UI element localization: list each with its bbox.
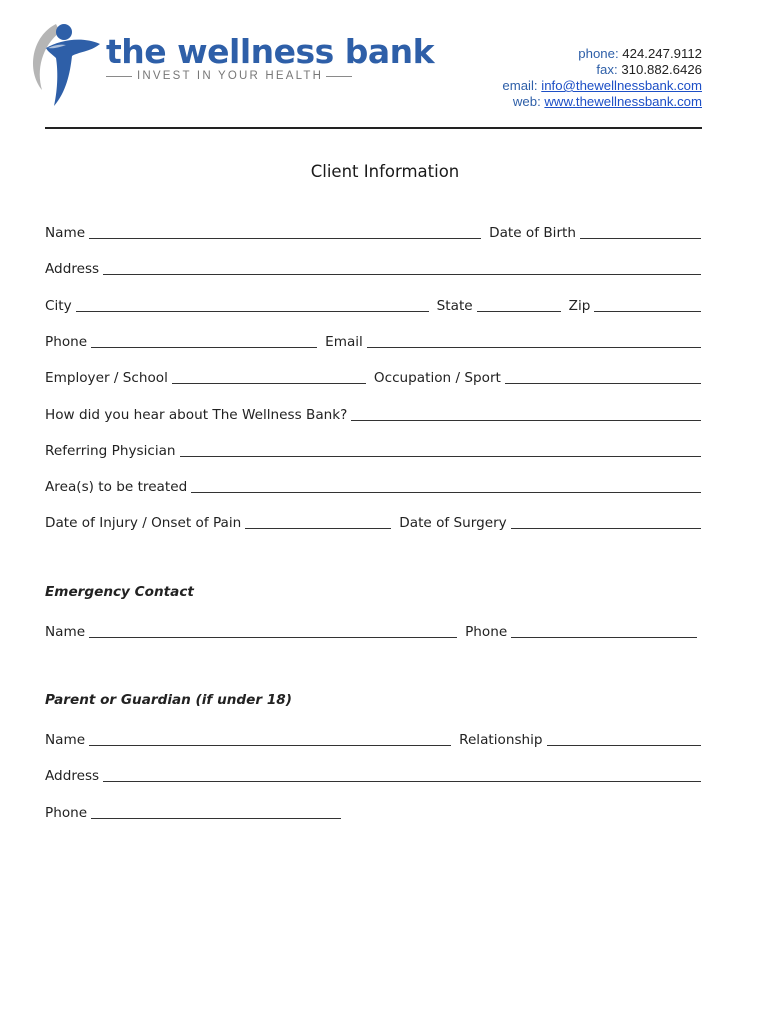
name-label: Name — [45, 225, 86, 241]
row-areas-treated — [45, 475, 701, 495]
areas-label: Area(s) to be treated — [45, 479, 188, 495]
row-phone-email — [45, 330, 701, 350]
fax-label: fax: — [596, 62, 618, 77]
row-address — [45, 257, 701, 277]
tagline-text: INVEST IN YOUR HEALTH — [137, 70, 324, 82]
employer-label: Employer / School — [45, 370, 168, 386]
page-title: Client Information — [310, 162, 460, 181]
zip-label: Zip — [568, 298, 591, 314]
phone-label: Phone — [45, 334, 88, 350]
contact-web-row — [502, 94, 702, 110]
header-divider — [45, 127, 702, 129]
guardian-address-field[interactable] — [103, 780, 701, 782]
dob-field[interactable] — [580, 237, 701, 239]
email-field[interactable] — [367, 346, 701, 348]
guardian-phone-label: Phone — [45, 805, 88, 821]
referring-field[interactable] — [180, 455, 701, 457]
guardian-heading: Parent or Guardian (if under 18) — [45, 692, 292, 708]
relationship-label: Relationship — [459, 732, 543, 748]
row-injury-surgery — [45, 511, 701, 531]
row-city-state-zip — [45, 294, 701, 314]
emergency-name-label: Name — [45, 624, 86, 640]
brand-tagline — [106, 70, 434, 82]
row-employer-occupation — [45, 366, 701, 386]
contact-fax-row — [502, 62, 702, 78]
areas-field[interactable] — [191, 491, 701, 493]
row-guardian-address — [45, 764, 701, 784]
injury-field[interactable] — [245, 527, 391, 529]
injury-label: Date of Injury / Onset of Pain — [45, 515, 242, 531]
row-referring-physician — [45, 439, 701, 459]
name-field[interactable] — [89, 237, 481, 239]
email-label: Email — [325, 334, 363, 350]
occupation-label: Occupation / Sport — [373, 370, 501, 386]
web-label: web: — [512, 94, 541, 109]
email-label: email: — [502, 78, 538, 93]
surgery-field[interactable] — [511, 527, 701, 529]
tagline-rule-right — [326, 76, 352, 77]
emergency-phone-field[interactable] — [511, 636, 697, 638]
hear-about-label: How did you hear about The Wellness Bank? — [45, 407, 348, 423]
row-emergency-name-phone — [45, 620, 701, 640]
guardian-address-label: Address — [45, 768, 100, 784]
employer-field[interactable] — [172, 382, 366, 384]
emergency-heading: Emergency Contact — [45, 584, 194, 600]
hear-about-field[interactable] — [351, 419, 701, 421]
row-guardian-name-relationship — [45, 728, 701, 748]
emergency-phone-label: Phone — [465, 624, 508, 640]
wellness-bank-logo-icon — [26, 18, 104, 110]
guardian-phone-field[interactable] — [91, 817, 341, 819]
row-hear-about — [45, 403, 701, 423]
contact-block — [502, 46, 702, 110]
guardian-name-label: Name — [45, 732, 86, 748]
brand-name: the wellness bank — [106, 32, 435, 71]
guardian-name-field[interactable] — [89, 744, 451, 746]
tagline-rule-left — [106, 76, 132, 77]
phone-label: phone: — [578, 46, 619, 61]
surgery-label: Date of Surgery — [399, 515, 507, 531]
web-link[interactable]: www.thewellnessbank.com — [544, 94, 702, 109]
phone-value: 424.247.9112 — [622, 46, 702, 61]
zip-field[interactable] — [594, 310, 701, 312]
referring-label: Referring Physician — [45, 443, 176, 459]
emergency-name-field[interactable] — [89, 636, 457, 638]
occupation-field[interactable] — [505, 382, 701, 384]
city-label: City — [45, 298, 72, 314]
contact-phone-row — [502, 46, 702, 62]
row-guardian-phone — [45, 801, 701, 821]
brand-block — [106, 34, 434, 82]
phone-field[interactable] — [91, 346, 317, 348]
fax-value: 310.882.6426 — [621, 62, 702, 77]
city-field[interactable] — [76, 310, 429, 312]
relationship-field[interactable] — [547, 744, 701, 746]
contact-email-row — [502, 78, 702, 94]
row-name-dob — [45, 221, 701, 241]
dob-label: Date of Birth — [489, 225, 576, 241]
state-label: State — [436, 298, 473, 314]
state-field[interactable] — [477, 310, 561, 312]
email-link[interactable]: info@thewellnessbank.com — [541, 78, 702, 93]
address-label: Address — [45, 261, 100, 277]
address-field[interactable] — [103, 273, 701, 275]
